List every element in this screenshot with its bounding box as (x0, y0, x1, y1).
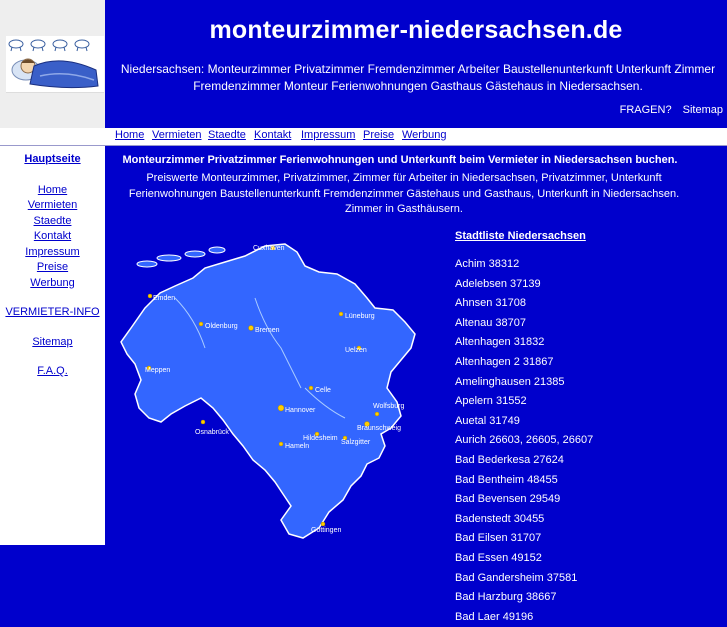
sidenav-item-sitemap[interactable]: Sitemap (32, 335, 73, 348)
side-navigation (0, 152, 105, 380)
sidenav-heading-link[interactable]: Hauptseite (24, 153, 81, 165)
map-label-hameln: Hameln (285, 443, 310, 450)
map-label-emden: Emden (153, 295, 176, 302)
map-label-salzgitter: Salzgitter (341, 439, 371, 446)
list-item[interactable]: Bad Harzburg 38667 (455, 591, 557, 604)
sidenav-item-preise[interactable]: Preise (36, 261, 69, 273)
list-item[interactable]: Bad Bederkesa 27624 (455, 453, 564, 466)
map-label-hildesheim: Hildesheim (303, 435, 338, 442)
list-item[interactable]: Bad Gandersheim 37581 (455, 571, 578, 584)
sleeping-logo-icon (6, 36, 104, 93)
sidenav-item-vermieter-info[interactable]: VERMIETER-INFO (5, 306, 100, 318)
sitemap-link[interactable]: Sitemap (682, 104, 723, 116)
map-label-celle: Celle (315, 387, 331, 394)
site-tagline: Niedersachsen: Monteurzimmer Privatzimmer Fremdenzimmer Arbeiter Baustellenunterkunft Unterkunft Zimmer Fremdenzimmer Monteur Ferienwohnungen Gasthaus Gästehaus in Niedersachsen. (120, 62, 716, 93)
map-label-goettingen: Göttingen (311, 527, 342, 534)
nav-item-werbung[interactable]: Werbung (402, 129, 447, 141)
map-label-bremen: Bremen (255, 327, 280, 334)
site-title: monteurzimmer-niedersachsen.de (209, 16, 623, 44)
list-item[interactable]: Altenhagen 2 31867 (455, 355, 554, 368)
sidenav-item-faq[interactable]: F.A.Q. (37, 365, 68, 377)
niedersachsen-map[interactable] (105, 238, 445, 545)
main-content (105, 146, 727, 623)
nav-item-home[interactable]: Home (115, 129, 145, 141)
sidenav-item-werbung[interactable]: Werbung (30, 276, 75, 289)
left-column (0, 0, 105, 545)
map-label-meppen: Meppen (145, 367, 171, 374)
map-land-shape (121, 244, 415, 538)
map-label-cuxhaven: Cuxhaven (253, 245, 285, 252)
sidenav-item-vermieten[interactable]: Vermieten (27, 199, 78, 211)
sidenav-item-home[interactable]: Home (37, 183, 68, 196)
left-nav-strip (0, 128, 105, 146)
nav-item-kontakt[interactable]: Kontakt (254, 129, 292, 141)
nav-item-vermieten[interactable]: Vermieten (152, 129, 202, 141)
sidenav-item-staedte[interactable]: Staedte (33, 214, 72, 227)
list-item[interactable]: Apelern 31552 (455, 395, 527, 408)
list-item[interactable]: Aurich 26603, 26605, 26607 (455, 434, 594, 447)
map-label-oldenburg: Oldenburg (205, 323, 238, 330)
list-item[interactable]: Altenhagen 31832 (455, 336, 545, 349)
list-item[interactable]: Bad Essen 49152 (455, 551, 542, 564)
nav-item-impressum[interactable]: Impressum (301, 129, 356, 141)
list-item[interactable]: Adelebsen 37139 (455, 277, 541, 290)
list-item[interactable]: Bad Laer 49196 (455, 610, 534, 623)
map-label-hannover: Hannover (285, 407, 316, 414)
city-list (455, 230, 725, 627)
intro-text: Preiswerte Monteurzimmer, Privatzimmer, Zimmer für Arbeiter in Niedersachsen, Privatzimmer, Unterkunft Ferienwohnungen Baustellenunterkunft Fremdenzimmer Gästehaus und Gasthaus, Unterkunft in Niedersachsen. Zimmer in Gasthäusern. (128, 172, 680, 215)
faq-link[interactable]: FRAGEN? (619, 104, 672, 116)
list-item[interactable]: Achim 38312 (455, 258, 520, 270)
list-item[interactable]: Amelinghausen 21385 (455, 375, 565, 388)
nav-item-preise[interactable]: Preise (363, 129, 395, 141)
city-list-heading[interactable]: Stadtliste Niedersachsen (455, 230, 586, 242)
top-navigation (105, 128, 727, 146)
map-label-braunschweig: Braunschweig (357, 425, 401, 432)
nav-item-staedte[interactable]: Staedte (208, 129, 246, 141)
map-label-lueneburg: Lüneburg (345, 313, 375, 320)
list-item[interactable]: Bad Bevensen 29549 (455, 493, 561, 506)
map-label-wolfsburg: Wolfsburg (373, 403, 405, 410)
intro-heading: Monteurzimmer Privatzimmer Ferienwohnungen und Unterkunft beim Vermieter in Niedersachsen buchen. (122, 154, 678, 166)
sidenav-item-impressum[interactable]: Impressum (25, 245, 80, 258)
list-item[interactable]: Auetal 31749 (455, 414, 520, 427)
sidenav-item-kontakt[interactable]: Kontakt (33, 230, 72, 242)
site-header (105, 0, 727, 128)
logo-area (0, 0, 105, 128)
list-item[interactable]: Badenstedt 30455 (455, 512, 545, 525)
list-item[interactable]: Bad Bentheim 48455 (455, 473, 558, 486)
map-label-uelzen: Uelzen (345, 347, 367, 354)
list-item[interactable]: Ahnsen 31708 (455, 297, 526, 310)
header-links (612, 104, 723, 116)
list-item[interactable]: Bad Eilsen 31707 (455, 532, 542, 545)
map-label-osnabrueck: Osnabrück (195, 429, 229, 436)
list-item[interactable]: Altenau 38707 (455, 316, 526, 329)
